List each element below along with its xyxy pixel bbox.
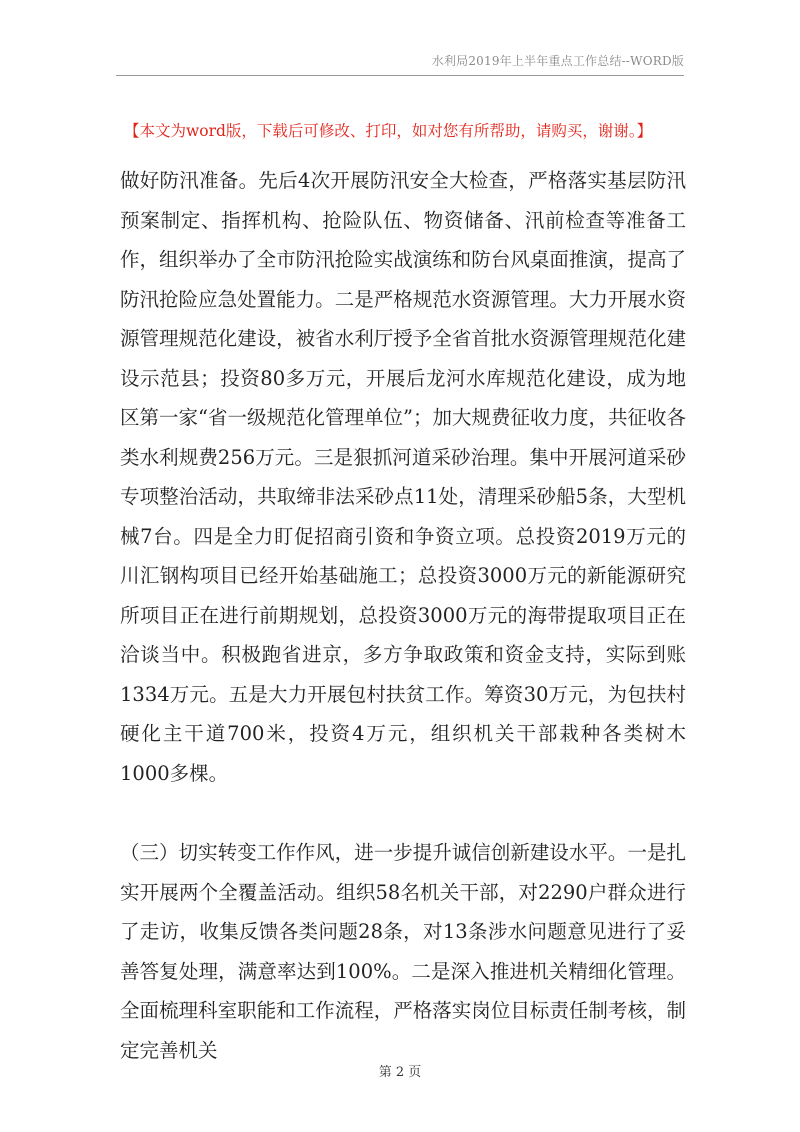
page-header: 水利局2019年上半年重点工作总结--WORD版 bbox=[431, 54, 684, 68]
body-paragraph-2: （三）切实转变工作作风，进一步提升诚信创新建设水平。一是扎实开展两个全覆盖活动。组织58名机关干部，对2290户群众进行了走访，收集反馈各类问题28条，对13条涉水问题意见进行了妥善答复处理，满意率达到100%。二是深入推进机关精细化管理。全面梳理科室职能和工作流程，严格落实岗位目标责任制考核，制定完善机关 bbox=[120, 841, 686, 1062]
page-number: 第 2 页 bbox=[378, 1065, 422, 1080]
header-divider bbox=[116, 75, 684, 76]
purchase-notice: 【本文为word版，下载后可修改、打印，如对您有所帮助，请购买，谢谢。】 bbox=[124, 122, 653, 140]
body-paragraph-1: 做好防汛准备。先后4次开展防汛安全大检查，严格落实基层防汛预案制定、指挥机构、抢险队伍、物资储备、汛前检查等准备工作，组织举办了全市防汛抢险实战演练和防台风桌面推演，提高了防汛抢险应急处置能力。二是严格规范水资源管理。大力开展水资源管理规范化建设，被省水利厅授予全省首批水资源管理规范化建设示范县；投资80多万元，开展后龙河水库规范化建设，成为地区第一家“省一级规范化管理单位”；加大规费征收力度，共征收各类水利规费256万元。三是狠抓河道采砂治理。集中开展河道采砂专项整治活动，共取缔非法采砂点11处，清理采砂船5条，大型机械7台。四是全力盯促招商引资和争资立项。总投资2019万元的川汇钢构项目已经开始基础施工；总投资3000万元的新能源研究所项目正在进行前期规划，总投资3000万元的海带提取项目正在洽谈当中。积极跑省进京，多方争取政策和资金支持，实际到账1334万元。五是大力开展包村扶贫工作。筹资30万元，为包扶村硬化主干道700米，投资4万元，组织机关干部栽种各类树木1000多棵。 bbox=[120, 169, 686, 785]
